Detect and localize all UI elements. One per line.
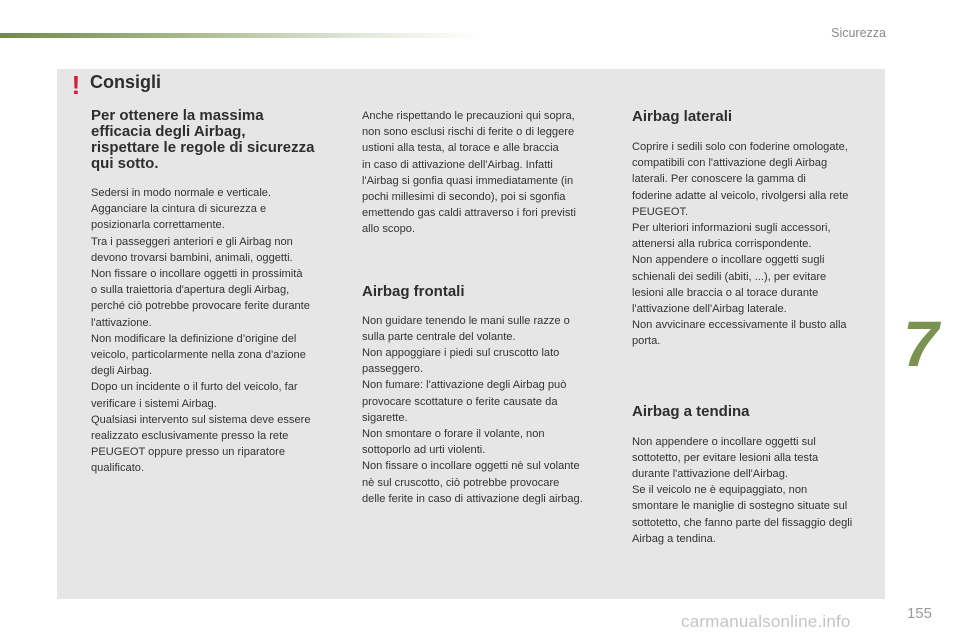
risk-intro-text: Anche rispettando le precauzioni qui sopra, non sono esclusi rischi di ferite o di leggere ustioni alla testa, al torace e alle braccia in caso di attivazione dell'Airbag. Infatti l'Airbag si gonfia quasi immediatamente (in pochi millesimi di secondo), poi si sgonfia emettendo gas caldi attraverso i fori previsti allo scopo. bbox=[362, 110, 576, 236]
column-front-airbags bbox=[362, 108, 614, 507]
page-number: 155 bbox=[906, 605, 932, 622]
side-airbags-heading: Airbag laterali bbox=[632, 108, 733, 125]
side-airbags-text: Coprire i sedili solo con foderine omologate, compatibili con l'attivazione degli Airbag laterali. Per conoscere la gamma di foderine adatte al veicolo, rivolgersi alla rete PEUGEOT. Per ulteriori informazioni sugli accessori, attenersi alla rubrica corrispondente. Non appendere o incollare oggetti sugli schienali dei sedili (abiti, ...), per evitare lesioni alle braccia o al torace durante l'attivazione dell'Airbag laterale. Non avvicinare eccessivamente il busto alla porta. bbox=[632, 141, 849, 348]
column-side-curtain-airbags bbox=[632, 108, 884, 547]
general-rules-text: Sedersi in modo normale e verticale. Agganciare la cintura di sicurezza e posizionarla correttamente. Tra i passeggeri anteriori e gli Airbag non devono trovarsi bambini, animali, oggetti. Non fissare o incollare oggetti in prossimità o sulla traiettoria d'apertura degli Airbag, perché ciò potrebbe provocare ferite durante l'attivazione. Non modificare la definizione d’origine del veicolo, particolarmente nella zona d'azione degli Airbag. Dopo un incidente o il furto del veicolo, far verificare i sistemi Airbag. Qualsiasi intervento sul sistema deve essere realizzato esclusivamente presso la rete PEUGEOT oppure presso un riparatore qualificato. bbox=[91, 187, 311, 475]
general-rules-heading: Per ottenere la massima efficacia degli Airbag, rispettare le regole di sicurezza qui sotto. bbox=[91, 107, 315, 172]
panel-title: Consigli bbox=[90, 72, 161, 92]
curtain-airbags-heading: Airbag a tendina bbox=[632, 402, 750, 420]
front-airbags-text: Non guidare tenendo le mani sulle razze o sulla parte centrale del volante. Non appoggiare i piedi sul cruscotto lato passeggero. Non fumare: l'attivazione degli Airbag può provocare scottature o ferite causate da sigarette. Non smontare o forare il volante, non sottoporlo ad urti violenti. Non fissare o incollare oggetti nè sul volante nè sul cruscotto, ciò potrebbe provocare delle ferite in caso di attivazione degli airbag. bbox=[362, 314, 583, 505]
chapter-number: 7 bbox=[903, 308, 939, 380]
watermark-text: carmanualsonline.info bbox=[681, 612, 851, 631]
header-accent-bar bbox=[0, 33, 480, 38]
section-title: Sicurezza bbox=[831, 26, 886, 40]
warning-icon: ! bbox=[71, 70, 81, 100]
curtain-airbags-text: Non appendere o incollare oggetti sul sottotetto, per evitare lesioni alla testa durante l'attivazione dell'Airbag. Se il veicolo ne è equipaggiato, non smontare le maniglie di sostegno situate sul sottotetto, che fanno parte del fissaggio degli Airbag a tendina. bbox=[632, 435, 853, 545]
column-general-rules bbox=[91, 108, 341, 477]
front-airbags-heading: Airbag frontali bbox=[362, 282, 465, 300]
